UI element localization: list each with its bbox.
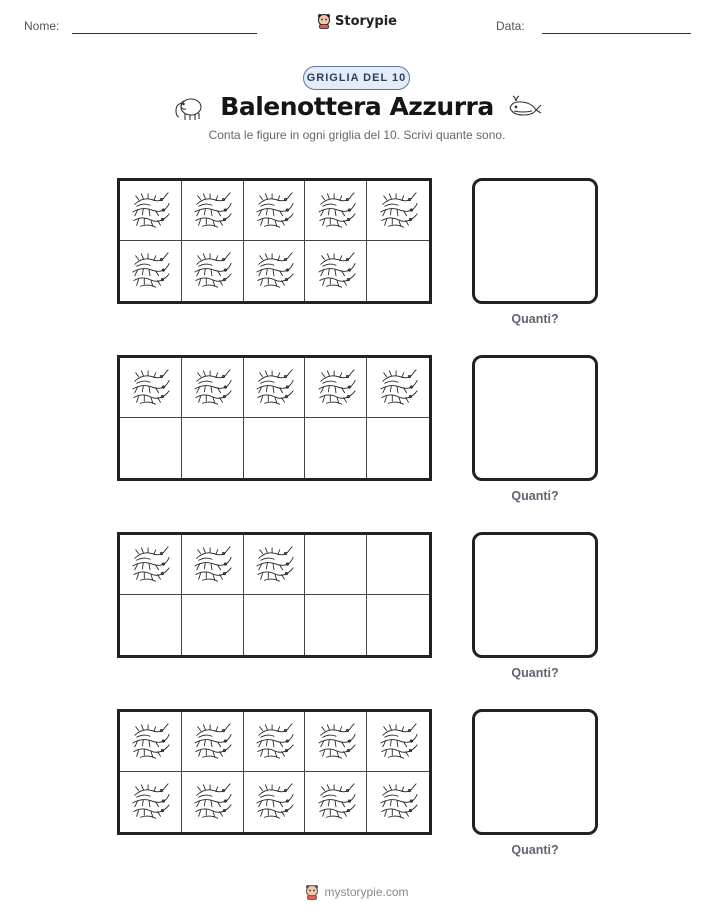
frame-cell: [244, 241, 306, 301]
krill-icon: [129, 544, 171, 586]
frame-cell: [120, 535, 182, 595]
answer-box-4[interactable]: [472, 709, 598, 835]
frame-cell: [120, 181, 182, 241]
krill-icon: [191, 367, 233, 409]
frame-cell: [182, 712, 244, 772]
brand-name: Storypie: [335, 13, 397, 29]
name-line[interactable]: [72, 33, 257, 34]
frame-cell: [244, 418, 306, 478]
date-line[interactable]: [542, 33, 691, 34]
date-label: Data:: [496, 19, 525, 33]
frame-cell: [305, 418, 367, 478]
krill-icon: [315, 190, 357, 232]
footer: [0, 884, 714, 900]
answer-label-3: Quanti?: [511, 666, 559, 680]
frame-cell: [120, 358, 182, 418]
frame-cell: [367, 181, 429, 241]
frame-cell: [367, 241, 429, 301]
footer-url: mystorypie.com: [324, 885, 409, 899]
krill-icon: [253, 544, 295, 586]
krill-icon: [191, 250, 233, 292]
ten-frame-2: [117, 355, 432, 481]
frame-cell: [367, 535, 429, 595]
frame-cell: [305, 595, 367, 655]
krill-icon: [191, 544, 233, 586]
page-title: Balenottera Azzurra: [220, 92, 494, 121]
krill-icon: [377, 190, 419, 232]
frame-cell: [305, 241, 367, 301]
frame-cell: [120, 712, 182, 772]
frame-cell: [367, 712, 429, 772]
krill-icon: [253, 367, 295, 409]
frame-cell: [244, 712, 306, 772]
frame-cell: [120, 772, 182, 832]
frame-cell: [244, 358, 306, 418]
answer-label-2: Quanti?: [511, 489, 559, 503]
krill-icon: [253, 721, 295, 763]
frame-cell: [244, 772, 306, 832]
storypie-mascot-icon: [305, 884, 319, 900]
frame-cell: [120, 418, 182, 478]
ten-frame-1: [117, 178, 432, 304]
storypie-mascot-icon: [317, 13, 331, 29]
krill-icon: [315, 781, 357, 823]
krill-icon: [315, 250, 357, 292]
frame-cell: [244, 595, 306, 655]
krill-icon: [129, 781, 171, 823]
elephant-icon: [172, 93, 206, 121]
title-row: [0, 92, 714, 121]
answer-box-2[interactable]: [472, 355, 598, 481]
krill-icon: [191, 721, 233, 763]
worksheet-type-badge: GRIGLIA DEL 10: [303, 66, 410, 90]
frame-cell: [182, 418, 244, 478]
answer-box-1[interactable]: [472, 178, 598, 304]
frame-cell: [367, 418, 429, 478]
brand-logo: [0, 13, 714, 29]
frame-cell: [120, 241, 182, 301]
frame-cell: [182, 772, 244, 832]
krill-icon: [129, 721, 171, 763]
frame-cell: [244, 181, 306, 241]
ten-frame-4: [117, 709, 432, 835]
krill-icon: [191, 190, 233, 232]
krill-icon: [129, 250, 171, 292]
name-label: Nome:: [24, 19, 60, 33]
krill-icon: [129, 367, 171, 409]
frame-cell: [367, 595, 429, 655]
frame-cell: [182, 358, 244, 418]
answer-label-1: Quanti?: [511, 312, 559, 326]
krill-icon: [253, 190, 295, 232]
ten-frame-3: [117, 532, 432, 658]
frame-cell: [182, 241, 244, 301]
frame-cell: [182, 535, 244, 595]
krill-icon: [129, 190, 171, 232]
krill-icon: [315, 367, 357, 409]
frame-cell: [120, 595, 182, 655]
frame-cell: [182, 181, 244, 241]
frame-cell: [305, 772, 367, 832]
krill-icon: [377, 721, 419, 763]
frame-cell: [305, 181, 367, 241]
krill-icon: [191, 781, 233, 823]
krill-icon: [377, 367, 419, 409]
krill-icon: [253, 781, 295, 823]
frame-cell: [305, 535, 367, 595]
frame-cell: [305, 712, 367, 772]
krill-icon: [377, 781, 419, 823]
answer-box-3[interactable]: [472, 532, 598, 658]
frame-cell: [244, 535, 306, 595]
krill-icon: [253, 250, 295, 292]
whale-icon: [508, 93, 542, 121]
answer-label-4: Quanti?: [511, 843, 559, 857]
frame-cell: [367, 358, 429, 418]
frame-cell: [367, 772, 429, 832]
instructions: Conta le figure in ogni griglia del 10. Scrivi quante sono.: [208, 128, 506, 142]
frame-cell: [305, 358, 367, 418]
krill-icon: [315, 721, 357, 763]
frame-cell: [182, 595, 244, 655]
